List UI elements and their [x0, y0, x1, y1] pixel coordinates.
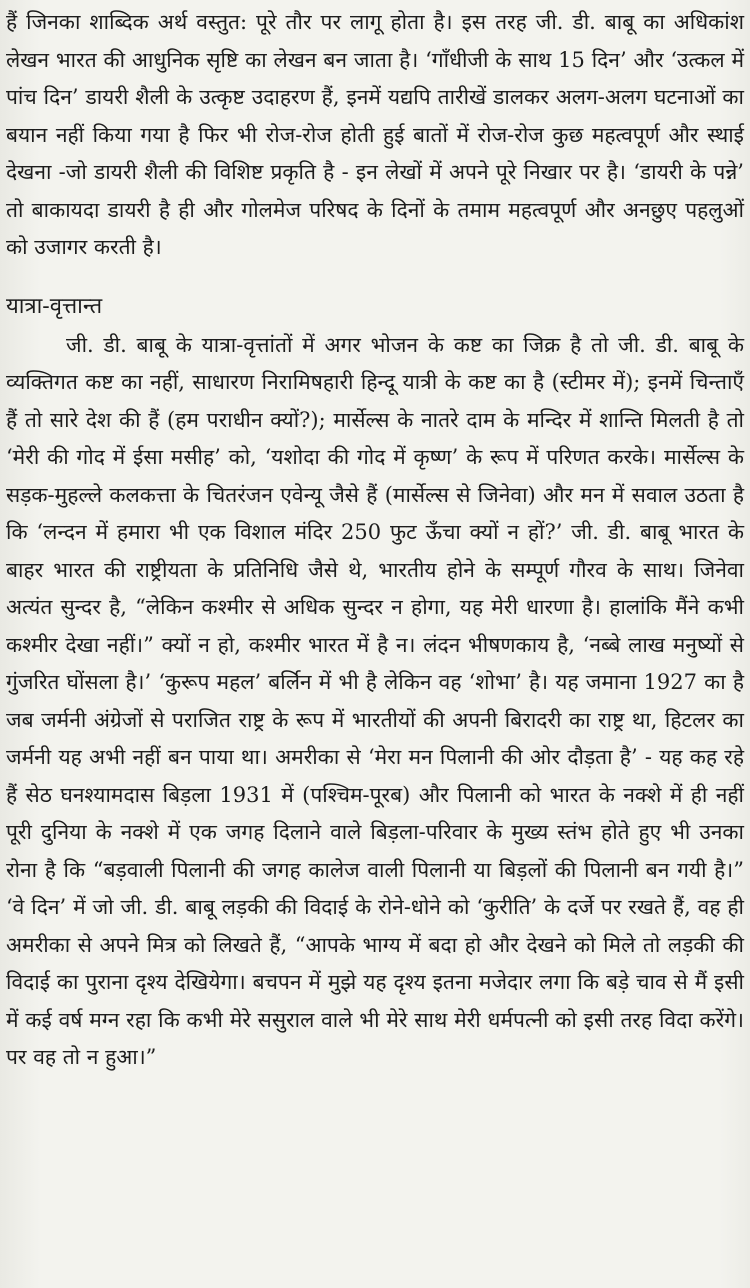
section-heading-travelogue: यात्रा-वृत्तान्त	[6, 293, 103, 319]
paragraph-diary-style: हैं जिनका शाब्दिक अर्थ वस्तुत: पूरे तौर पर लागू होता है। इस तरह जी. डी. बाबू का अधिकांश लेखन भारत की आधुनिक सृष्टि का लेखन बन जाता है। ‘गाँधीजी के साथ 15 दिन’ और ‘उत्कल में पांच दिन’ डायरी शैली के उत्कृष्ट उदाहरण हैं, इनमें यद्यपि तारीखें डालकर अलग-अलग घटनाओं का बयान नहीं किया गया है फिर भी रोज-रोज होती हुई बातों में रोज-रोज कुछ महत्वपूर्ण और स्थाई देखना -जो डायरी शैली की विशिष्ट प्रकृति है - इन लेखों में अपने पूरे निखार पर है। ‘डायरी के पन्ने’ तो बाकायदा डायरी है ही और गोलमेज परिषद के दिनों के तमाम महत्वपूर्ण और अनछुए पहलुओं को उजागर करती है।	[6, 10, 744, 259]
paragraph-travelogue: जी. डी. बाबू के यात्रा-वृत्तांतों में अगर भोजन के कष्ट का जिक्र है तो जी. डी. बाबू के व्यक्तिगत कष्ट का नहीं, साधारण निरामिषहारी हिन्दू यात्री के कष्ट का है (स्टीमर में); इनमें चिन्ताएँ हैं तो सारे देश की हैं (हम पराधीन क्यों?); मार्सेल्स के नातरे दाम के मन्दिर में शान्ति मिलती है तो ‘मेरी की गोद में ईसा मसीह’ को, ‘यशोदा की गोद में कृष्ण’ के रूप में परिणत करके। मार्सेल्स के सड़क-मुहल्ले कलकत्ता के चितरंजन एवेन्यू जैसे हैं (मार्सेल्स से जिनेवा) और मन में सवाल उठता है कि ‘लन्दन में हमारा भी एक विशाल मंदिर 250 फुट ऊँचा क्यों न हों?’ जी. डी. बाबू भारत के बाहर भारत की राष्ट्रीयता के प्रतिनिधि जैसे थे, भारतीय होने के सम्पूर्ण गौरव के साथ। जिनेवा अत्यंत सुन्दर है, “लेकिन कश्मीर से अधिक सुन्दर न होगा, यह मेरी धारणा है। हालांकि मैंने कभी कश्मीर देखा नहीं।” क्यों न हो, कश्मीर भारत में है न। लंदन भीषणकाय है, ‘नब्बे लाख मनुष्यों से गुंजरित घोंसला है।’ ‘कुरूप महल’ बर्लिन में भी है लेकिन वह ‘शोभा’ है। यह जमाना 1927 का है जब जर्मनी अंग्रेजों से पराजित राष्ट्र के रूप में भारतीयों की अपनी बिरादरी का राष्ट्र था, हिटलर का जर्मनी यह अभी नहीं बन पाया था। अमरीका से ‘मेरा मन पिलानी की ओर दौड़ता है’ - यह कह रहे हैं सेठ घनश्यामदास बिड़ला 1931 में (पश्चिम-पूरब) और पिलानी को भारत के नक्शे में ही नहीं पूरी दुनिया के नक्शे में एक जगह दिलाने वाले बिड़ला-परिवार के मुख्य स्तंभ होते हुए भी उनका रोना है कि “बड़वाली पिलानी की जगह कालेज वाली पिलानी या बिड़लों की पिलानी बन गयी है।” ‘वे दिन’ में जो जी. डी. बाबू लड़की की विदाई के रोने-धोने को ‘कुरीति’ के दर्जे पर रखते हैं, वह ही अमरीका से अपने मित्र को लिखते हैं, “आपके भाग्य में बदा हो और देखने को मिले तो लड़की की विदाई का पुराना दृश्य देखियेगा। बचपन में मुझे यह दृश्य इतना मजेदार लगा कि बड़े चाव से मैं इसी में कई वर्ष मग्न रहा कि कभी मेरे ससुराल वाले भी मेरे साथ मेरी धर्मपत्नी को इसी तरह विदा करेंगे। पर वह तो न हुआ।”	[6, 332, 744, 1069]
